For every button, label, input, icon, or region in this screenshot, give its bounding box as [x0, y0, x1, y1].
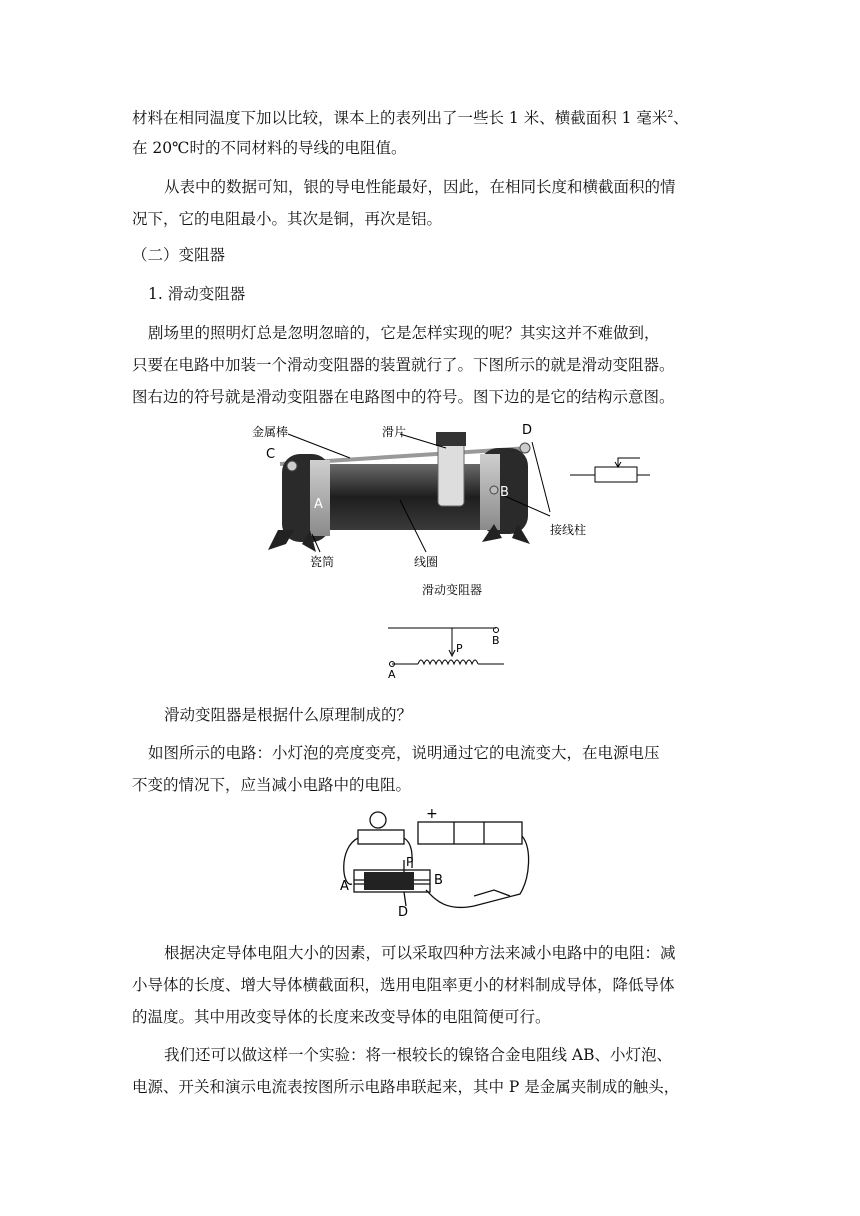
paragraph-line: 图右边的符号就是滑动变阻器在电路图中的符号。图下边的是它的结构示意图。 — [132, 388, 675, 406]
label-c: C — [266, 447, 276, 462]
superscript: 2 — [667, 110, 674, 120]
paragraph-line: 剧场里的照明灯总是忽明忽暗的，它是怎样实现的呢？其实这并不难做到， — [148, 324, 660, 342]
paragraph-line: 从表中的数据可知，银的导电性能最好，因此，在相同长度和横截面积的情 — [164, 178, 676, 196]
leader-line — [532, 442, 550, 512]
slider-knob — [436, 432, 466, 446]
label-d: D — [522, 423, 533, 438]
paragraph-line: 滑动变阻器是根据什么原理制成的？ — [164, 706, 413, 724]
wire — [344, 838, 358, 884]
switch — [474, 890, 510, 896]
paragraph-line: 不变的情况下，应当减小电路中的电阻。 — [132, 776, 412, 794]
paragraph-line: 电源、开关和演示电流表按图所示电路串联起来，其中 P 是金属夹制成的触头， — [132, 1078, 680, 1096]
text-span: 材料在相同温度下加以比较，课本上的表列出了一些长 1 米、横截面积 1 毫米 — [132, 109, 668, 127]
label-terminal: 接线柱 — [550, 523, 587, 537]
terminal-c — [287, 461, 297, 471]
wire — [404, 892, 406, 906]
rheostat-figure — [250, 420, 650, 600]
terminal-d — [520, 443, 530, 453]
label-coil: 线圈 — [414, 555, 439, 569]
coil — [310, 464, 500, 530]
coil-fill — [364, 872, 414, 890]
label-p: P — [456, 642, 463, 655]
rheostat-symbol — [570, 458, 650, 482]
label-a: A — [340, 879, 349, 894]
coil-symbol — [418, 660, 478, 664]
structure-diagram — [378, 620, 518, 680]
battery — [418, 822, 522, 844]
paragraph-line: 小导体的长度、增大导体横截面积，选用电阻率更小的材料制成导体，降低导体 — [132, 976, 675, 994]
bulb-base — [358, 830, 404, 844]
leg-left — [268, 530, 316, 552]
paragraph-line: 如图所示的电路：小灯泡的亮度变亮，说明通过它的电流变大，在电源电压 — [148, 744, 660, 762]
label-a: A — [314, 497, 323, 512]
subsection-heading: 1. 滑动变阻器 — [148, 285, 246, 303]
paragraph-line: 我们还可以做这样一个实验：将一根较长的镍铬合金电阻线 AB、小灯泡、 — [164, 1046, 673, 1064]
label-b: B — [500, 485, 509, 500]
wire — [426, 836, 529, 907]
label-tube: 瓷筒 — [310, 555, 335, 569]
label-slider: 滑片 — [382, 425, 407, 439]
label-a: A — [388, 668, 396, 680]
paragraph-line: 况下，它的电阻最小。其次是铜，再次是铝。 — [132, 210, 443, 228]
figure-caption: 滑动变阻器 — [422, 583, 483, 597]
label-metal-rod: 金属棒 — [252, 425, 289, 439]
paragraph-line: 在 20℃时的不同材料的导线的电阻值。 — [132, 139, 407, 157]
paragraph-line — [132, 105, 689, 128]
paragraph-line: 的温度。其中用改变导体的长度来改变导体的电阻简便可行。 — [132, 1008, 551, 1026]
terminal-b — [490, 486, 498, 494]
label-b: B — [434, 873, 443, 888]
text-span: 、 — [673, 109, 689, 127]
paragraph-line: 只要在电路中加装一个滑动变阻器的装置就行了。下图所示的就是滑动变阻器。 — [132, 356, 675, 374]
bulb — [370, 812, 386, 828]
label-p: P — [406, 855, 414, 869]
section-heading: （二）变阻器 — [132, 246, 226, 264]
label-d: D — [398, 905, 409, 920]
label-plus: + — [426, 808, 438, 822]
circuit-figure — [334, 808, 534, 920]
paragraph-line: 根据决定导体电阻大小的因素，可以采取四种方法来减小电路中的电阻：减 — [164, 944, 676, 962]
label-b: B — [492, 634, 500, 647]
